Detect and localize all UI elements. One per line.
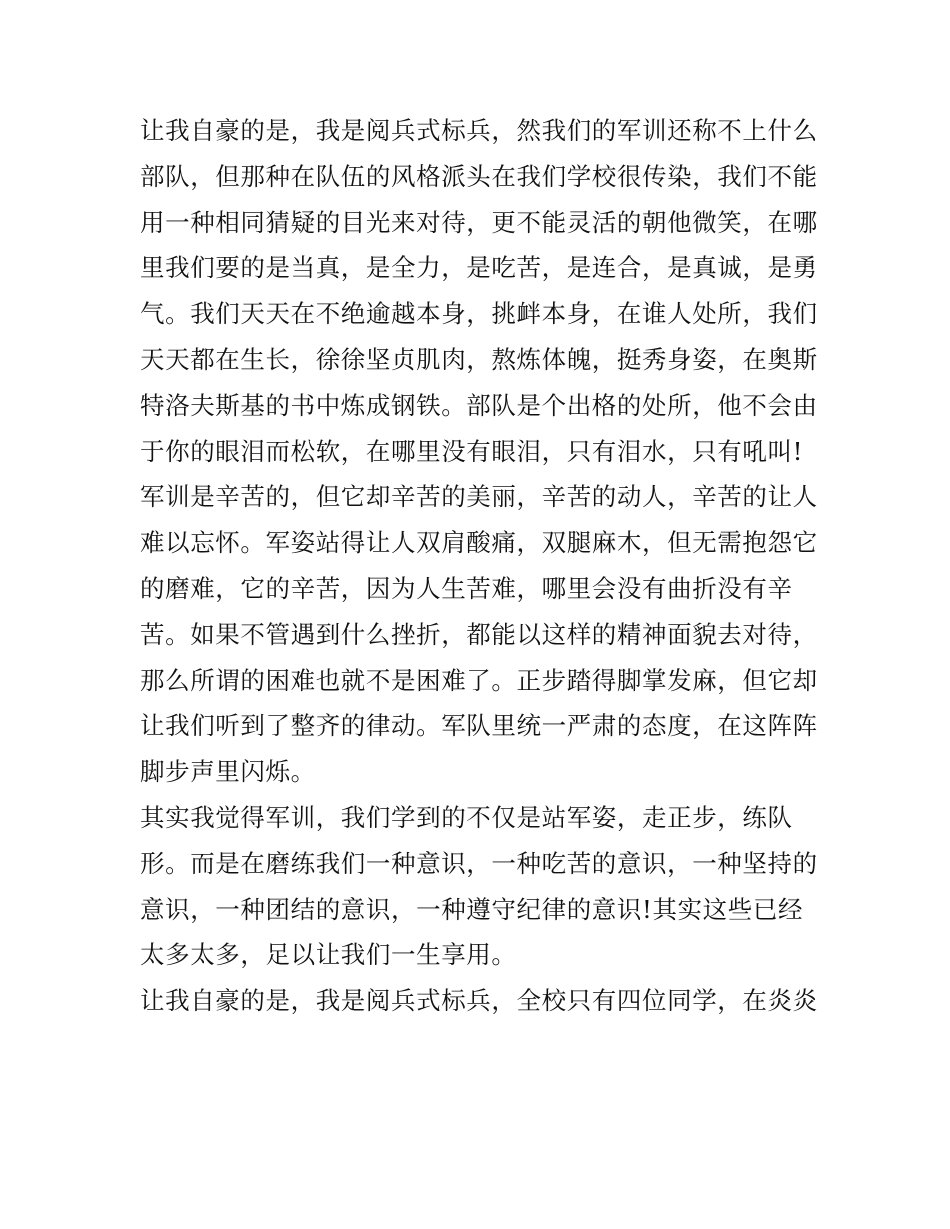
text-line: 太多太多，足以让我们一生享用。 — [140, 940, 517, 970]
text-line: 的磨难，它的辛苦，因为人生苦难，哪里会没有曲折没有辛 — [140, 573, 793, 603]
paragraph-2 — [140, 474, 820, 795]
text-line: 形。而是在磨练我们一种意识，一种吃苦的意识，一种坚持的 — [140, 848, 818, 878]
text-line: 军训是辛苦的，但它却辛苦的美丽，辛苦的动人，辛苦的让人 — [140, 482, 818, 512]
text-line: 苦。如果不管遇到什么挫折，都能以这样的精神面貌去对待， — [140, 619, 818, 649]
text-line: 让我自豪的是，我是阅兵式标兵，然我们的军训还称不上什么 — [140, 116, 818, 145]
text-line: 那么所谓的困难也就不是困难了。正步踏得脚掌发麻，但它却 — [140, 665, 818, 695]
paragraph-3 — [140, 795, 820, 978]
text-line: 其实我觉得军训，我们学到的不仅是站军姿，走正步，练队 — [140, 802, 793, 832]
paragraph-1 — [140, 108, 820, 474]
text-line: 用一种相同猜疑的目光来对待，更不能灵活的朝他微笑，在哪 — [140, 207, 818, 237]
text-line: 意识，一种团结的意识，一种遵守纪律的意识!其实这些已经 — [140, 894, 804, 924]
text-line: 特洛夫斯基的书中炼成钢铁。部队是个出格的处所，他不会由 — [140, 390, 818, 420]
text-line: 让我们听到了整齐的律动。军队里统一严肃的态度，在这阵阵 — [140, 711, 818, 741]
text-line: 难以忘怀。军姿站得让人双肩酸痛，双腿麻木，但无需抱怨它 — [140, 528, 818, 558]
text-line: 部队，但那种在队伍的风格派头在我们学校很传染，我们不能 — [140, 161, 818, 191]
text-line: 气。我们天天在不绝逾越本身，挑衅本身，在谁人处所，我们 — [140, 299, 818, 329]
text-line: 里我们要的是当真，是全力，是吃苦，是连合，是真诚，是勇 — [140, 253, 818, 283]
paragraph-4 — [140, 978, 820, 1024]
document-body — [140, 108, 820, 1024]
text-line: 脚步声里闪烁。 — [140, 757, 316, 787]
text-line: 让我自豪的是，我是阅兵式标兵，全校只有四位同学，在炎炎 — [140, 986, 818, 1016]
text-line: 于你的眼泪而松软，在哪里没有眼泪，只有泪水，只有吼叫! — [140, 436, 804, 466]
text-line: 天天都在生长，徐徐坚贞肌肉，熬炼体魄，挺秀身姿，在奥斯 — [140, 344, 818, 374]
